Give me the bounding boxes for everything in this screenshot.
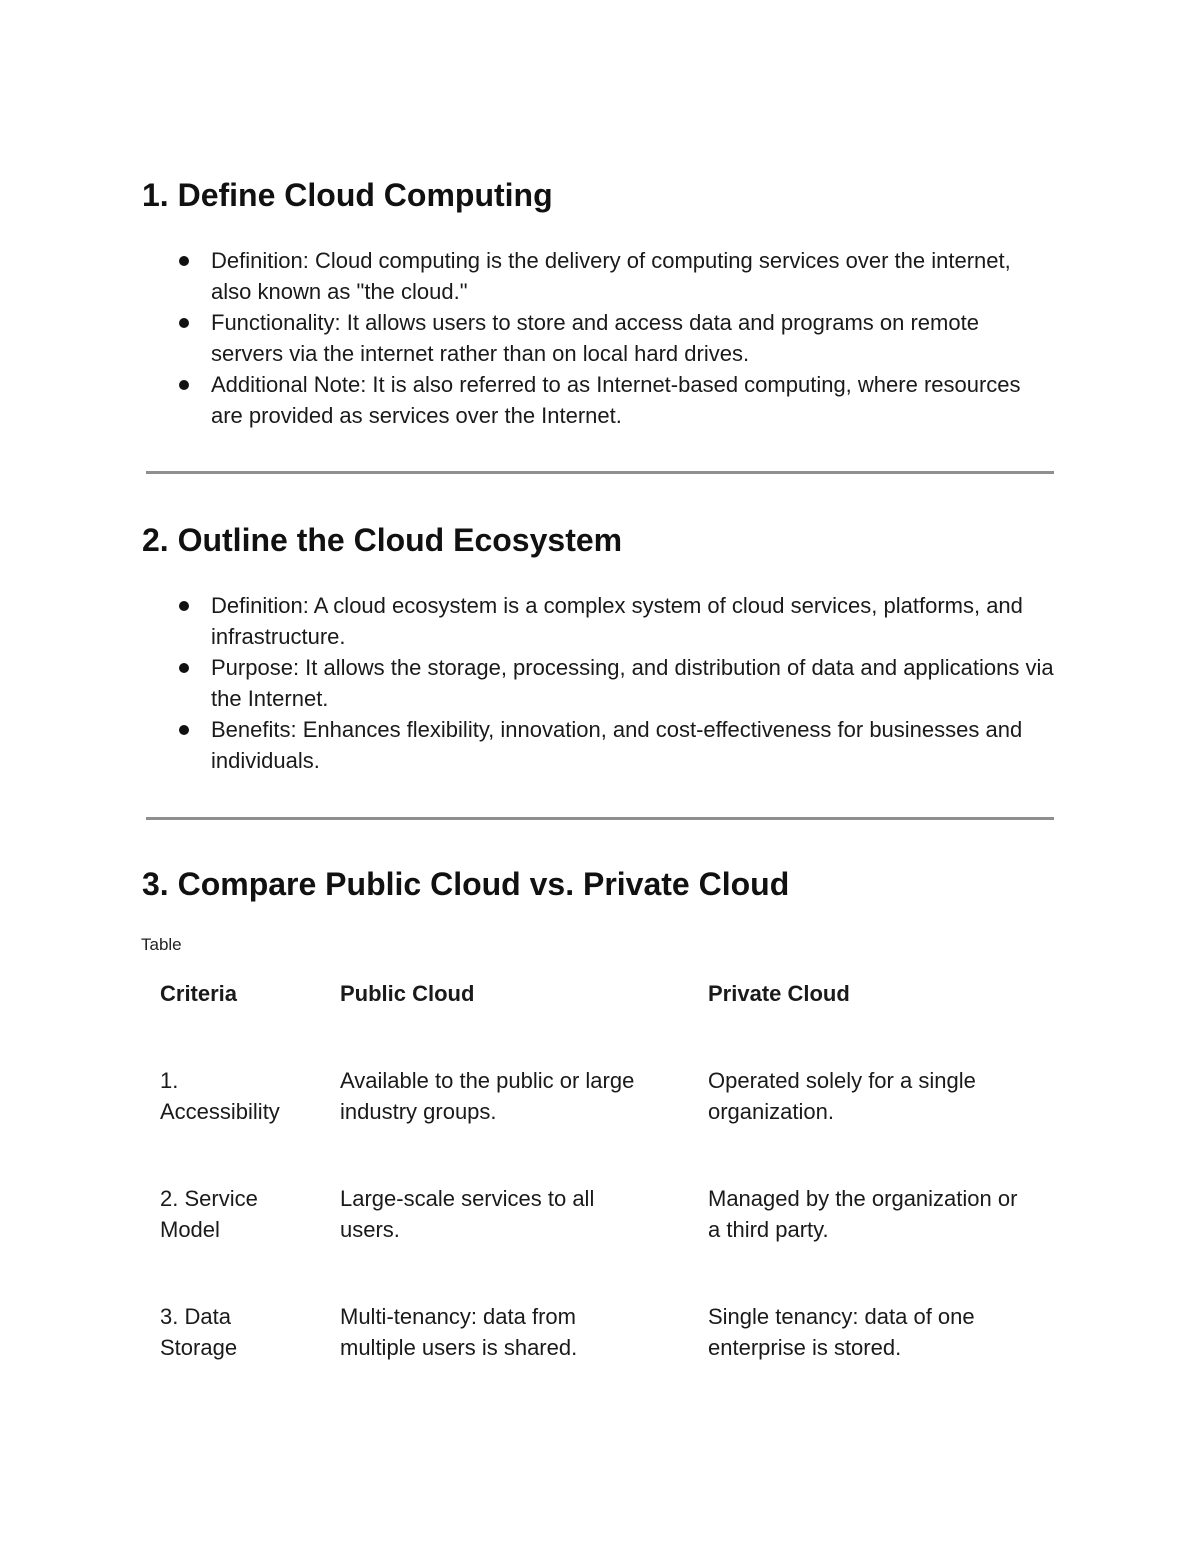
list-item — [176, 307, 1056, 369]
cell-text: Single tenancy: data of one enterprise is stored. — [708, 1304, 975, 1360]
table-header-cell: Criteria — [160, 981, 238, 1006]
list-item-text: Additional Note: It is also referred to as Internet-based computing, where resources are provided as services over the Internet. — [211, 372, 1021, 428]
section-divider — [146, 471, 1054, 474]
cell-text: 3. Data Storage — [160, 1304, 238, 1360]
list-item — [176, 369, 1056, 431]
section-1-bullet-list — [176, 245, 1056, 431]
table-cell — [160, 1065, 340, 1183]
cell-text: Multi-tenancy: data from multiple users is shared. — [340, 1304, 578, 1360]
list-item — [176, 245, 1056, 307]
section-1-heading: 1. Define Cloud Computing — [142, 177, 553, 213]
cell-text: 1. Accessibility — [160, 1068, 280, 1124]
list-item — [176, 714, 1056, 776]
list-item-text: Purpose: It allows the storage, processing, and distribution of data and applications via the Internet. — [211, 655, 1054, 711]
list-item-text: Definition: A cloud ecosystem is a complex system of cloud services, platforms, and infrastructure. — [211, 593, 1023, 649]
list-item-text: Benefits: Enhances flexibility, innovation, and cost-effectiveness for businesses and individuals. — [211, 717, 1023, 773]
table-cell — [340, 1065, 708, 1183]
bullet-icon — [179, 601, 189, 611]
section-divider — [146, 817, 1054, 820]
cell-text: 2. Service Model — [160, 1186, 258, 1242]
bullet-icon — [179, 663, 189, 673]
list-item — [176, 652, 1056, 714]
table-cell — [160, 1301, 340, 1419]
table-cell — [340, 1301, 708, 1419]
bullet-icon — [179, 380, 189, 390]
table-header-cell: Public Cloud — [340, 981, 475, 1006]
table-cell — [708, 1065, 1040, 1183]
table-row — [160, 1183, 1040, 1301]
section-2-heading: 2. Outline the Cloud Ecosystem — [142, 522, 623, 558]
table-cell — [160, 1183, 340, 1301]
table-cell — [708, 1183, 1040, 1301]
table-cell — [708, 1301, 1040, 1419]
section-2-bullet-list — [176, 590, 1056, 776]
cell-text: Operated solely for a single organization. — [708, 1068, 976, 1124]
comparison-table — [160, 978, 1040, 1419]
table-row — [160, 1301, 1040, 1419]
table-header-row — [160, 978, 1040, 1065]
list-item-text: Functionality: It allows users to store and access data and programs on remote servers via the internet rather than on local hard drives. — [211, 310, 979, 366]
list-item-text: Definition: Cloud computing is the delivery of computing services over the internet, also known as "the cloud." — [211, 248, 1011, 304]
bullet-icon — [179, 318, 189, 328]
table-header-cell: Private Cloud — [708, 981, 850, 1006]
table-caption: Table — [141, 935, 182, 954]
table-row — [160, 1065, 1040, 1183]
section-3-heading: 3. Compare Public Cloud vs. Private Cloud — [142, 866, 790, 902]
list-item — [176, 590, 1056, 652]
cell-text: Large-scale services to all users. — [340, 1186, 595, 1242]
cell-text: Available to the public or large industry groups. — [340, 1068, 635, 1124]
table-cell — [340, 1183, 708, 1301]
bullet-icon — [179, 256, 189, 266]
cell-text: Managed by the organization or a third party. — [708, 1186, 1018, 1242]
bullet-icon — [179, 725, 189, 735]
